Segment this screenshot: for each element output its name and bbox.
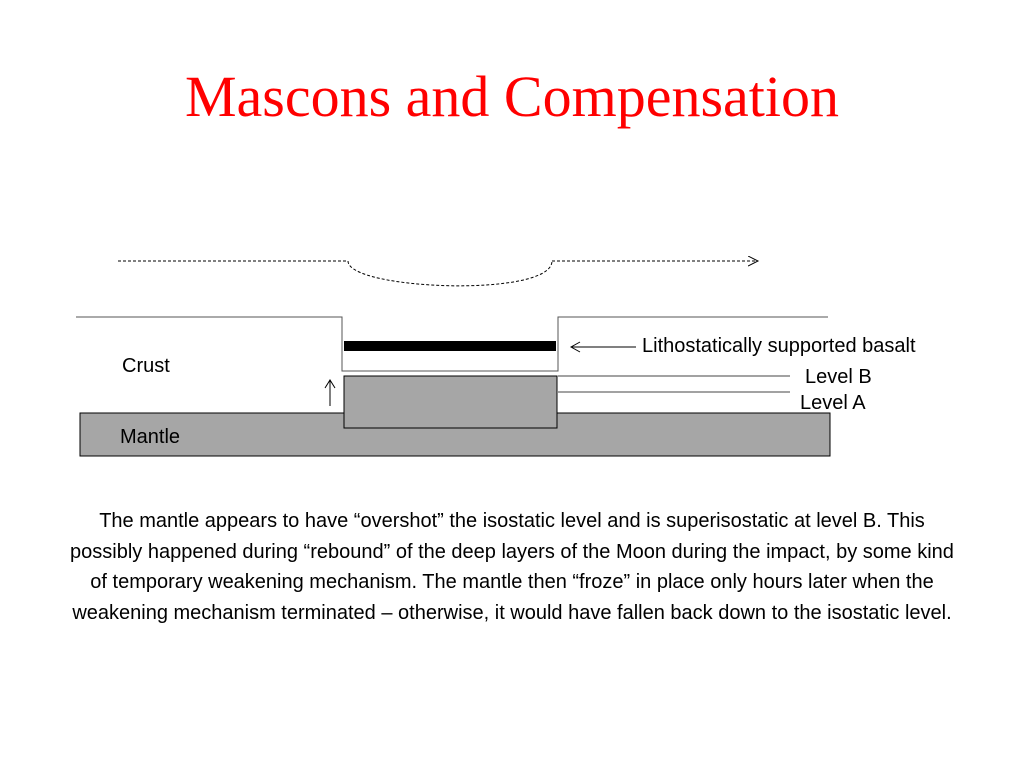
dashed-dip-curve xyxy=(348,261,552,286)
isostatic-dashed-line xyxy=(118,261,758,286)
left-arrow-icon xyxy=(571,342,636,352)
up-arrow-icon xyxy=(325,380,335,406)
level-a-label: Level A xyxy=(800,392,866,414)
caption-paragraph: The mantle appears to have “overshot” the isostatic level and is superisostatic at level B. This possibly happened during “rebound” of the deep layers of the Moon during the impact, by some kind of temporary weakening mechanism. The mantle then “froze” in place only hours later when the weakening mechanism terminated – otherwise, it would have fallen back down to the isostatic level. xyxy=(70,510,954,624)
mantle-label: Mantle xyxy=(120,426,181,448)
mantle-plug xyxy=(344,376,557,428)
basalt-layer xyxy=(344,341,556,351)
basalt-label: Lithostatically supported basalt xyxy=(642,335,916,357)
crust-label: Crust xyxy=(122,355,170,377)
level-b-label: Level B xyxy=(805,366,872,388)
slide-title: Mascons and Compensation xyxy=(184,64,840,129)
